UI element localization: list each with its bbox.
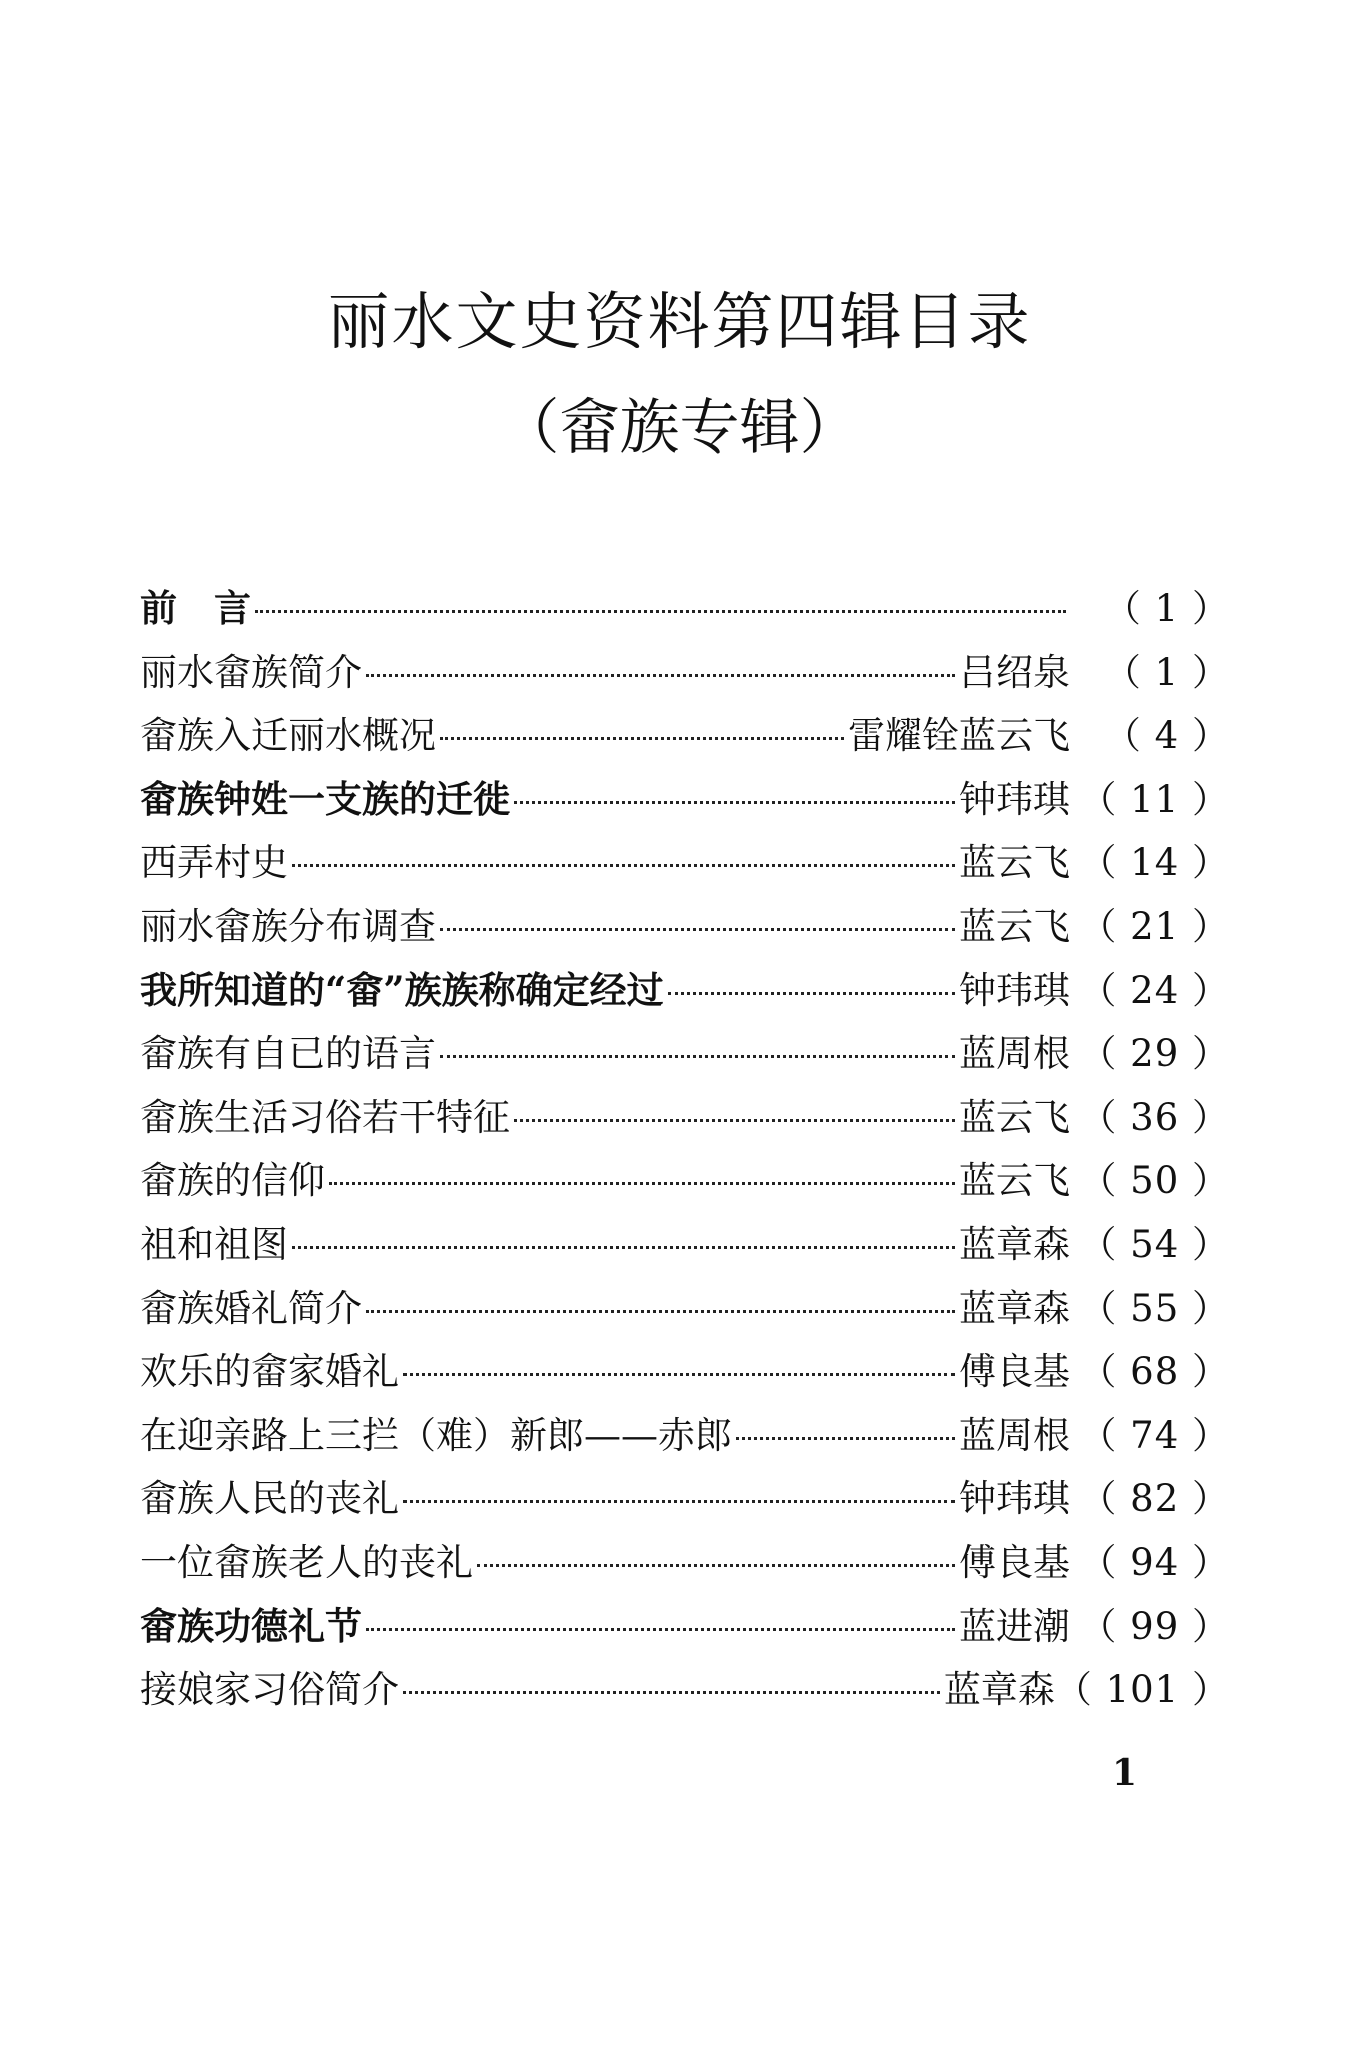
toc-entry-author: 雷耀铨蓝云飞	[848, 714, 1070, 758]
dot-leader	[366, 1628, 955, 1631]
dot-leader	[514, 1119, 955, 1122]
toc-entry[interactable]	[140, 832, 1230, 896]
toc-entry-page: （ 29 ）	[1079, 1032, 1230, 1076]
toc-entry-author: 蓝云飞	[959, 1095, 1070, 1139]
toc-entry-author: 蓝章森	[943, 1668, 1055, 1712]
toc-entry-title: 畲族婚礼简介	[140, 1286, 362, 1330]
toc-entry[interactable]	[140, 1341, 1230, 1405]
toc-entry-title: 畲族人民的丧礼	[140, 1477, 399, 1521]
toc-entry-author: 钟玮琪	[959, 1477, 1070, 1521]
toc-entry[interactable]	[140, 1405, 1230, 1469]
toc-entry-page: （ 94 ）	[1079, 1540, 1230, 1584]
toc-entry-page: （ 24 ）	[1079, 968, 1230, 1012]
toc-entry-title: 丽水畲族简介	[140, 650, 362, 694]
toc-entry-page: （ 99 ）	[1079, 1604, 1230, 1648]
toc-entry-author: 蓝周根	[959, 1032, 1070, 1076]
toc-entry-author: 蓝云飞	[959, 841, 1070, 885]
dot-leader	[514, 801, 955, 804]
dot-leader	[366, 1310, 955, 1313]
toc-entry-title: 前 言	[140, 586, 251, 630]
toc-entry-page: （ 1 ）	[1103, 650, 1230, 694]
toc-entry-title: 畲族有自已的语言	[140, 1032, 436, 1076]
toc-entry[interactable]	[140, 1023, 1230, 1087]
dot-leader	[440, 737, 844, 740]
toc-entry[interactable]	[140, 1214, 1230, 1278]
dot-leader	[440, 928, 955, 931]
toc-entry-title: 欢乐的畲家婚礼	[140, 1350, 399, 1394]
toc-entry-title: 祖和祖图	[140, 1222, 288, 1266]
toc-entry-author: 蓝章森	[959, 1222, 1070, 1266]
toc-entry-title: 接娘家习俗简介	[140, 1668, 399, 1712]
toc-entry-title: 畲族钟姓一支族的迁徙	[140, 776, 510, 821]
toc-entry[interactable]	[140, 1278, 1230, 1342]
toc-entry-title: 丽水畲族分布调查	[140, 904, 436, 948]
toc-entry-title: 畲族生活习俗若干特征	[140, 1095, 510, 1139]
dot-leader	[403, 1691, 940, 1694]
toc-entry[interactable]	[140, 1468, 1230, 1532]
toc-entry-title: 畲族功德礼节	[140, 1603, 362, 1648]
toc-entry-page: （ 36 ）	[1079, 1095, 1230, 1139]
dot-leader	[440, 1055, 955, 1058]
dot-leader	[403, 1373, 955, 1376]
toc-entry-title: 一位畲族老人的丧礼	[140, 1540, 473, 1584]
dot-leader	[403, 1500, 955, 1503]
toc-entry-page: （ 68 ）	[1079, 1350, 1230, 1394]
document-subtitle: （畲族专辑）	[499, 393, 860, 463]
toc-entry-page: （ 55 ）	[1079, 1286, 1230, 1330]
toc-entry-author: 傅良基	[959, 1350, 1070, 1394]
toc-entry-author: 蓝进潮	[959, 1604, 1070, 1648]
toc-entry-page: （ 101 ）	[1054, 1668, 1230, 1712]
document-title: 丽水文史资料第四辑目录	[327, 285, 1032, 358]
toc-entry[interactable]	[140, 769, 1230, 833]
toc-entry-page: （ 1 ）	[1103, 587, 1230, 630]
dot-leader	[366, 674, 955, 677]
dot-leader	[668, 992, 955, 995]
toc-entry-author: 钟玮琪	[959, 777, 1070, 821]
dot-leader	[477, 1564, 955, 1567]
toc-entry[interactable]	[140, 1596, 1230, 1660]
toc-entry-title: 畲族入迁丽水概况	[140, 714, 436, 758]
dot-leader	[292, 864, 955, 867]
toc-entry-author: 钟玮琪	[959, 968, 1070, 1012]
dot-leader	[292, 1246, 955, 1249]
toc-entry-title: 我所知道的“畲”族族称确定经过	[140, 967, 664, 1012]
toc-entry-author: 蓝云飞	[959, 1159, 1070, 1203]
dot-leader	[736, 1437, 955, 1440]
toc-entry-page: （ 50 ）	[1079, 1159, 1230, 1203]
toc-entry-title: 畲族的信仰	[140, 1159, 325, 1203]
toc-entry-title: 西弄村史	[140, 841, 288, 885]
toc-entry-page: （ 14 ）	[1079, 841, 1230, 885]
toc-entry[interactable]	[140, 1532, 1230, 1596]
toc-entry-title: 在迎亲路上三拦（难）新郎——赤郎	[140, 1413, 732, 1457]
page-number: 1	[1112, 1752, 1138, 1794]
toc-entry[interactable]	[140, 1150, 1230, 1214]
toc-entry-page: （ 54 ）	[1079, 1222, 1230, 1266]
table-of-contents	[140, 578, 1230, 1723]
toc-entry-author: 蓝云飞	[959, 904, 1070, 948]
toc-entry-author: 傅良基	[959, 1540, 1070, 1584]
toc-entry[interactable]	[140, 1087, 1230, 1151]
toc-entry-author: 蓝周根	[959, 1413, 1070, 1457]
toc-entry[interactable]	[140, 896, 1230, 960]
toc-entry-author: 吕绍泉	[959, 650, 1070, 694]
toc-entry-page: （ 11 ）	[1079, 777, 1230, 821]
dot-leader	[329, 1182, 955, 1185]
toc-entry[interactable]	[140, 960, 1230, 1024]
toc-entry-page: （ 82 ）	[1079, 1477, 1230, 1521]
toc-entry[interactable]	[140, 1659, 1230, 1723]
toc-entry-page: （ 21 ）	[1079, 904, 1230, 948]
toc-entry-page: （ 4 ）	[1103, 714, 1230, 758]
dot-leader	[255, 610, 1066, 613]
toc-entry[interactable]	[140, 705, 1230, 769]
toc-entry-page: （ 74 ）	[1079, 1413, 1230, 1457]
toc-entry[interactable]	[140, 578, 1230, 642]
toc-entry[interactable]	[140, 642, 1230, 706]
toc-entry-author: 蓝章森	[959, 1286, 1070, 1330]
